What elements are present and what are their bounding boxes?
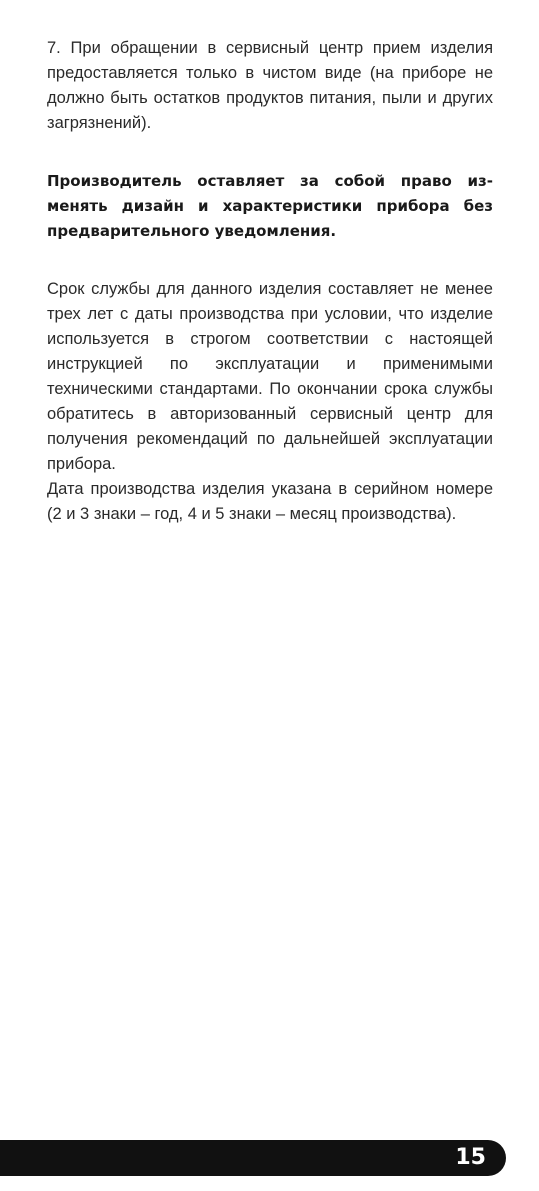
manufacturer-note: Производитель оставляет за собой право изменять дизайн и характеристики прибора без предварительного уведомления. (47, 172, 493, 240)
page-content (47, 36, 493, 527)
page-number: 15 (455, 1145, 486, 1170)
footer-bar (0, 1140, 506, 1176)
production-date-paragraph: Дата производства изделия указана в серийном номере (2 и 3 знаки – год, 4 и 5 знаки – месяц производства). (47, 480, 493, 523)
warranty-item-7: 7. При обращении в сервисный центр прием изделия предоставляется только в чистом виде (на приборе не должно быть остатков продуктов питания, пыли и других загрязнений). (47, 39, 493, 132)
service-life-paragraph: Срок службы для данного изделия составляет не менее трех лет с даты производства при условии, что изделие используется в строгом соответствии с настоящей инструкцией по эксплуатации и применимыми техническими стандартами. По окончании срока службы обратитесь в авторизованный сервисный центр для получения рекомендаций по дальнейшей эксплуатации прибора. (47, 280, 493, 473)
